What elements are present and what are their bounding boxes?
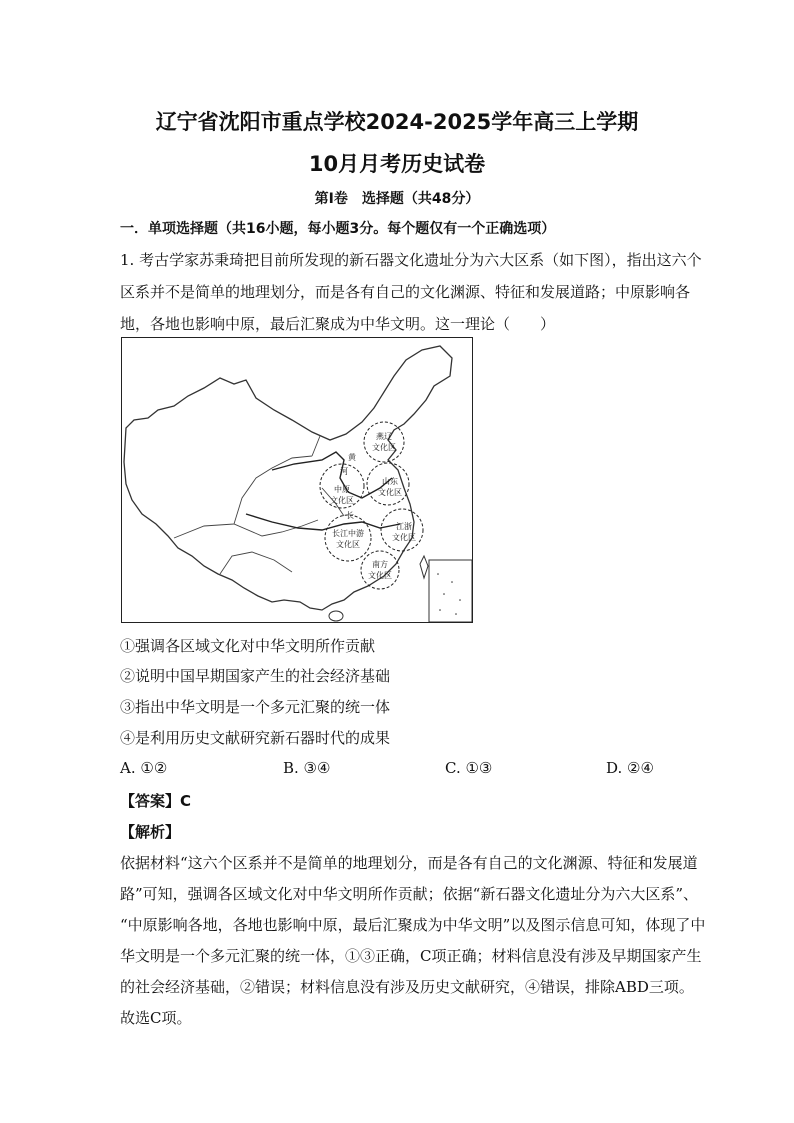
yangtze-river [246,514,400,530]
changjiang-label-2: 文化区 [336,540,360,549]
question-stem-line-1: 1. 考古学家苏秉琦把目前所发现的新石器文化遗址分为六大区系（如下图），指出这六个 [120,251,702,269]
exam-title-line2: 10月月考历史试卷 [308,152,486,176]
analysis-line-5: 的社会经济基础，②错误；材料信息没有涉及历史文献研究，④错误，排除ABD三项。 [120,978,694,996]
option-c: C. ①③ [445,759,493,777]
section-heading: 第Ⅰ卷 选择题（共48分） [314,191,480,207]
jiangzhe-label-1: 江浙 [396,522,412,531]
china-culture-map [121,337,473,623]
statement-3: ③指出中华文明是一个多元汇聚的统一体 [120,698,391,716]
yanliao-label-2: 文化区 [372,443,396,452]
analysis-line-3: “中原影响各地，各地也影响中原，最后汇聚成为中华文明”以及图示信息可知，体现了中 [120,916,706,934]
analysis-line-1: 依据材料“这六个区系并不是简单的地理划分，而是各有自己的文化渊源、特征和发展道 [120,854,698,872]
changjiang-region [325,515,371,561]
option-a: A. ①② [120,759,168,777]
river-label-he: 河 [340,467,348,476]
shandong-label-2: 文化区 [378,488,402,497]
exam-title-line1: 辽宁省沈阳市重点学校2024-2025学年高三上学期 [155,110,639,134]
analysis-line-2: 路”可知，强调各区域文化对中华文明所作贡献；依据“新石器文化遗址分为六大区系”、 [120,885,699,903]
analysis-label: 【解析】 [120,823,181,841]
river-label-huang: 黄 [348,453,356,462]
zhongyuan-label-1: 中原 [334,485,350,494]
option-d: D. ②④ [606,759,654,777]
analysis-line-6: 故选C项。 [120,1009,192,1027]
zhongyuan-label-2: 文化区 [330,496,354,505]
yanliao-label-1: 燕辽 [376,432,392,441]
statement-4: ④是利用历史文献研究新石器时代的成果 [120,729,391,747]
statement-1: ①强调各区域文化对中华文明所作贡献 [120,637,376,655]
answer-label: 【答案】C [120,792,192,810]
question-stem-line-2: 区系并不是简单的地理划分，而是各有自己的文化渊源、特征和发展道路；中原影响各 [120,283,691,301]
part-heading: 一．单项选择题（共16小题，每小题3分。每个题仅有一个正确选项） [120,221,556,237]
statement-2: ②说明中国早期国家产生的社会经济基础 [120,667,391,685]
nanfang-label-1: 南方 [372,560,388,569]
changjiang-label-1: 长江中游 [332,529,364,538]
nanfang-region [361,551,399,589]
option-b: B. ③④ [283,759,331,777]
china-outline [124,346,452,610]
analysis-line-4: 华文明是一个多元汇聚的统一体，①③正确，C项正确；材料信息没有涉及早期国家产生 [120,947,702,965]
shandong-label-1: 山东 [382,477,398,486]
river-label-chang: 长 [346,511,354,520]
nanfang-label-2: 文化区 [368,571,392,580]
question-stem-line-3: 地，各地也影响中原，最后汇聚成为中华文明。这一理论（ ） [120,315,556,333]
jiangzhe-label-2: 文化区 [392,533,416,542]
